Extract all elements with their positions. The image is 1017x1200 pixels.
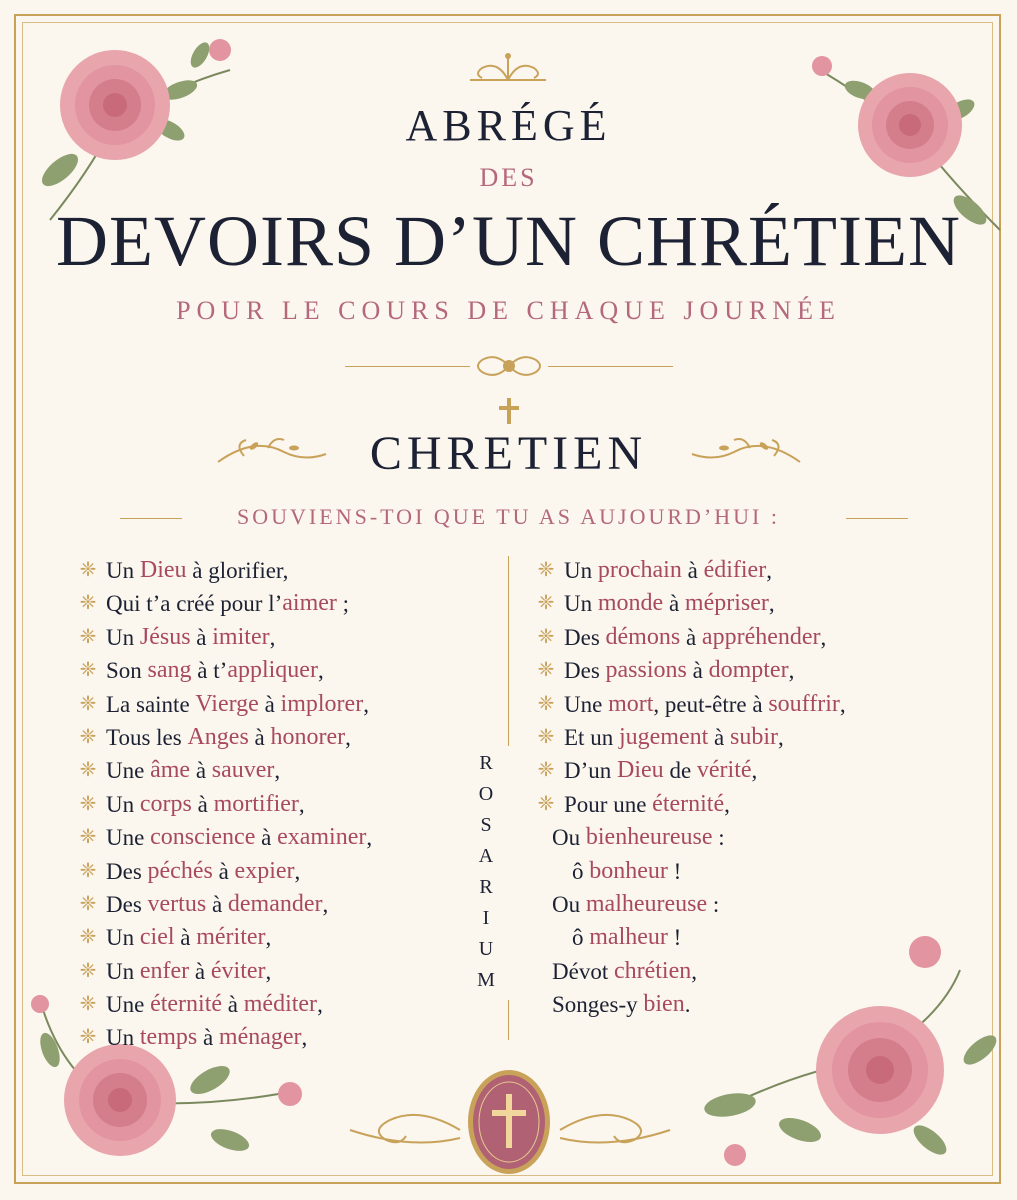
line-text: à: [248, 724, 271, 750]
line-text: ,: [366, 825, 373, 851]
section-heading: CHRETIEN: [369, 427, 648, 480]
line-text: à: [174, 925, 197, 951]
line-text: Un: [106, 1025, 140, 1051]
line-text: Ou: [552, 825, 586, 851]
line-text: Un: [106, 558, 140, 583]
bullet-flower-icon: ❈: [79, 625, 97, 648]
bullet-flower-icon: ❈: [537, 659, 555, 682]
bullet-flower-icon: ❈: [537, 725, 555, 748]
bullet-flower-icon: ❈: [537, 625, 555, 648]
bullet-flower-icon: ❈: [79, 692, 97, 715]
cross-icon: [496, 396, 522, 426]
highlight-word: appliquer: [227, 657, 318, 684]
left-column: [70, 554, 490, 1055]
line-text: Un: [106, 624, 140, 650]
highlight-word: ménager: [218, 1024, 302, 1051]
intro-line: SOUVIENS-TOI QUE TU AS AUJOURD’HUI :: [237, 504, 780, 529]
line-text: ,: [345, 724, 351, 750]
highlight-word: malheureuse: [585, 890, 708, 917]
list-item: [70, 888, 490, 921]
vertical-letter: O: [478, 783, 494, 805]
bullet-flower-icon: ❈: [79, 792, 97, 815]
highlight-word: jugement: [618, 723, 709, 750]
line-text: à: [663, 591, 685, 617]
line-text: Des: [106, 891, 148, 917]
bullet-flower-icon: ❈: [79, 926, 97, 949]
line-text: ;: [336, 591, 350, 617]
medal-cross-icon: [466, 1068, 552, 1176]
bullet-flower-icon: ❈: [537, 559, 555, 581]
highlight-word: mépriser: [684, 590, 769, 617]
highlight-word: passions: [605, 657, 687, 684]
line-text: ,: [317, 992, 323, 1018]
highlight-word: Dieu: [139, 557, 187, 583]
highlight-word: souffrir: [768, 690, 840, 717]
highlight-word: vérité: [696, 757, 752, 784]
fleur-ornament-icon: [468, 50, 548, 86]
highlight-word: dompter: [708, 657, 789, 684]
line-text: Qui t’a créé pour l’: [106, 591, 283, 617]
list-item: [70, 1021, 490, 1054]
vertical-letter: U: [478, 938, 494, 960]
highlight-word: aimer: [282, 590, 337, 617]
line-text: Une: [106, 758, 151, 784]
line-text: ,: [751, 758, 758, 784]
highlight-word: conscience: [150, 824, 256, 851]
line-text: Un: [106, 791, 140, 817]
list-item: [528, 754, 968, 787]
line-text: ,: [724, 791, 730, 817]
bullet-flower-icon: ❈: [79, 892, 97, 915]
highlight-word: âme: [150, 757, 191, 784]
line-text: !: [667, 925, 682, 951]
list-item: [528, 654, 968, 687]
highlight-word: ciel: [139, 924, 175, 951]
line-text: :: [707, 891, 720, 917]
highlight-word: mériter: [196, 924, 266, 951]
right-column: [528, 554, 968, 1021]
highlight-word: corps: [139, 790, 192, 817]
highlight-word: appréhender: [701, 623, 821, 650]
line-text: à: [190, 758, 212, 784]
highlight-word: subir: [729, 723, 778, 750]
line-text: Dévot: [552, 958, 614, 984]
bullet-flower-icon: ❈: [79, 759, 97, 782]
bullet-flower-icon: ❈: [79, 592, 97, 615]
list-item: [528, 921, 968, 954]
line-text: ,: [839, 691, 846, 717]
list-item: [70, 587, 490, 620]
line-text: ,: [820, 624, 827, 650]
line-text: à: [708, 724, 730, 750]
line-text: ,: [777, 724, 784, 750]
bullet-flower-icon: ❈: [537, 692, 555, 715]
line-text: Une: [106, 825, 151, 851]
highlight-word: enfer: [139, 957, 190, 984]
line-text: Des: [564, 658, 606, 684]
list-item: [70, 788, 490, 821]
line-text: ,: [298, 791, 305, 817]
bullet-flower-icon: ❈: [79, 659, 97, 682]
highlight-word: imiter: [212, 623, 270, 650]
highlight-word: prochain: [597, 557, 682, 583]
line-text: !: [667, 858, 682, 884]
line-text: à: [222, 992, 244, 1018]
line-text: à: [189, 958, 211, 984]
line-text: ,: [294, 858, 301, 884]
title-des: DES: [479, 163, 538, 192]
line-text: Une: [106, 992, 151, 1018]
highlight-word: mort: [608, 690, 654, 717]
vertical-word-rosarium: [470, 748, 502, 996]
list-item: [528, 788, 968, 821]
line-text: ,: [274, 758, 281, 784]
highlight-word: sauver: [211, 757, 275, 784]
line-text: Ou: [552, 891, 586, 917]
line-text: Songes-y: [552, 992, 644, 1018]
highlight-word: expier: [234, 857, 295, 884]
list-item: [70, 688, 490, 721]
line-text: D’un: [564, 758, 618, 784]
highlight-word: temps: [139, 1024, 198, 1051]
bullet-flower-icon: ❈: [79, 993, 97, 1016]
list-item: [70, 921, 490, 954]
bullet-flower-icon: ❈: [79, 1026, 97, 1049]
list-item: [70, 654, 490, 687]
vertical-letter: S: [480, 814, 492, 836]
fleur-ornament-icon: [470, 346, 548, 386]
line-text: à: [681, 558, 704, 583]
list-item: [528, 955, 968, 988]
line-text: ,: [788, 658, 795, 684]
bullet-flower-icon: ❈: [537, 792, 555, 815]
line-text: ô: [572, 925, 590, 951]
line-text: Des: [564, 624, 606, 650]
divider-rule: [548, 366, 673, 367]
list-item: [528, 621, 968, 654]
line-text: Tous les: [106, 724, 188, 750]
line-text: , peut-être à: [653, 691, 769, 717]
highlight-word: mortifier: [213, 790, 299, 817]
subtitle: POUR LE COURS DE CHAQUE JOURNÉE: [176, 296, 841, 325]
line-text: ,: [317, 658, 324, 684]
column-divider: [508, 556, 509, 746]
highlight-word: Dieu: [617, 757, 664, 784]
list-item: [70, 721, 490, 754]
line-text: à glorifier,: [186, 558, 289, 583]
line-text: ,: [265, 925, 272, 951]
highlight-word: Jésus: [139, 623, 191, 650]
list-item: [70, 988, 490, 1021]
highlight-word: malheur: [589, 924, 668, 951]
highlight-word: implorer: [280, 690, 364, 717]
line-text: à: [258, 691, 281, 717]
line-text: Et un: [564, 724, 619, 750]
bullet-flower-icon: ❈: [79, 826, 97, 849]
line-text: Un: [106, 958, 140, 984]
vertical-letter: I: [482, 907, 490, 929]
line-text: à: [680, 624, 702, 650]
column-divider: [508, 1000, 509, 1040]
list-item: [70, 754, 490, 787]
line-text: ô: [572, 858, 590, 884]
line-text: Des: [106, 858, 148, 884]
line-text: ,: [691, 958, 698, 984]
line-text: Un: [564, 558, 598, 583]
line-text: à t’: [191, 658, 228, 684]
line-text: à: [686, 658, 709, 684]
list-item: [528, 688, 968, 721]
highlight-word: chrétien: [613, 957, 692, 984]
line-text: à: [255, 825, 278, 851]
list-item: [70, 855, 490, 888]
highlight-word: bonheur: [589, 857, 668, 884]
line-text: .: [684, 992, 691, 1018]
line-text: ,: [322, 891, 329, 917]
line-text: à: [190, 624, 213, 650]
divider-rule: [345, 366, 470, 367]
list-item: [528, 587, 968, 620]
list-item: [528, 855, 968, 888]
highlight-word: demander: [227, 890, 323, 917]
line-text: ,: [363, 691, 369, 717]
bullet-flower-icon: ❈: [79, 725, 97, 748]
line-text: à: [191, 791, 214, 817]
vertical-letter: R: [479, 752, 493, 774]
line-text: ,: [301, 1025, 308, 1051]
title-abrege: ABRÉGÉ: [405, 101, 612, 150]
highlight-word: éternité: [652, 790, 725, 817]
line-text: à: [212, 858, 235, 884]
highlight-word: Vierge: [195, 690, 259, 717]
line-text: :: [712, 825, 725, 851]
line-text: à: [197, 1025, 219, 1051]
highlight-word: vertus: [147, 890, 207, 917]
bullet-flower-icon: ❈: [537, 592, 555, 615]
line-text: Pour une: [564, 791, 653, 817]
highlight-word: bien: [643, 991, 685, 1018]
list-item: [528, 554, 968, 587]
line-text: ,: [269, 624, 276, 650]
line-text: de: [663, 758, 697, 784]
highlight-word: éternité: [150, 991, 223, 1018]
vertical-letter: R: [479, 876, 493, 898]
line-text: Son: [106, 658, 148, 684]
line-text: Un: [106, 925, 140, 951]
bullet-flower-icon: ❈: [537, 759, 555, 782]
highlight-word: Anges: [187, 723, 249, 750]
bullet-flower-icon: ❈: [79, 859, 97, 882]
list-item: [528, 821, 968, 854]
bullet-flower-icon: ❈: [79, 959, 97, 982]
highlight-word: honorer: [270, 723, 346, 750]
highlight-word: méditer: [243, 991, 318, 1018]
highlight-word: monde: [597, 590, 664, 617]
line-text: ,: [768, 591, 775, 617]
highlight-word: éviter: [210, 957, 266, 984]
list-item: [70, 955, 490, 988]
page-title: DEVOIRS D’UN CHRÉTIEN: [56, 201, 961, 281]
highlight-word: bienheureuse: [585, 824, 713, 851]
bullet-flower-icon: ❈: [79, 559, 97, 581]
line-text: ,: [265, 958, 272, 984]
highlight-word: péchés: [147, 857, 213, 884]
list-item: [70, 554, 490, 587]
line-text: La sainte: [106, 691, 196, 717]
highlight-word: édifier: [703, 557, 767, 583]
list-item: [528, 988, 968, 1021]
highlight-word: examiner: [277, 824, 367, 851]
list-item: [528, 888, 968, 921]
line-text: à: [206, 891, 228, 917]
line-text: ,: [766, 558, 772, 583]
list-item: [528, 721, 968, 754]
vertical-letter: M: [477, 969, 495, 991]
line-text: Une: [564, 691, 609, 717]
highlight-word: démons: [605, 623, 681, 650]
list-item: [70, 621, 490, 654]
vertical-letter: A: [478, 845, 494, 867]
highlight-word: sang: [147, 657, 192, 684]
list-item: [70, 821, 490, 854]
line-text: Un: [564, 591, 598, 617]
